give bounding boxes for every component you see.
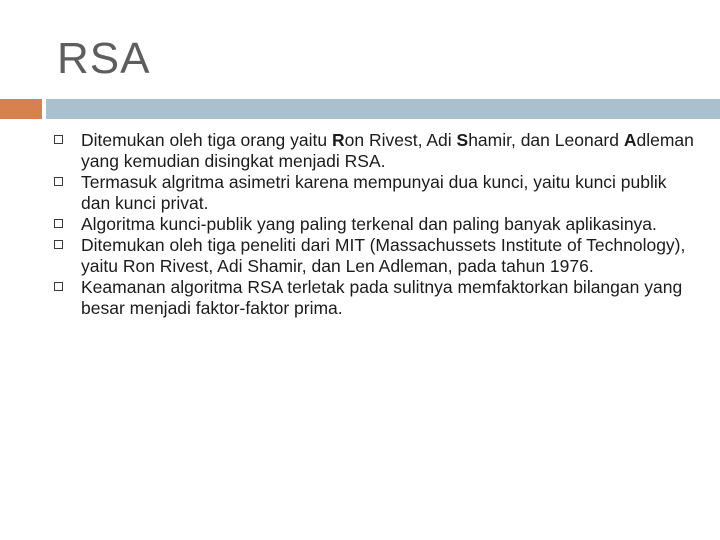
bullet-text: Algoritma kunci-publik yang paling terkenal dan paling banyak aplikasinya.: [81, 214, 657, 234]
bullet-item-4: [54, 235, 694, 277]
slide-title: RSA: [57, 34, 151, 83]
bullet-text-bold: R: [331, 130, 345, 150]
bullet-text-bold: S: [456, 130, 469, 150]
hollow-square-icon: [54, 240, 63, 249]
bullet-text-part: Ditemukan oleh tiga orang yaitu: [81, 130, 332, 150]
hollow-square-icon: [54, 177, 63, 186]
bullet-item-2: [54, 172, 694, 214]
bullet-text-part: on Rivest, Adi: [344, 130, 457, 150]
title-band: [46, 99, 720, 119]
bullet-item-1: [54, 130, 694, 172]
bullet-text-part: dleman yang kemudian disingkat menjadi RSA.: [81, 130, 694, 171]
bullet-item-5: [54, 277, 694, 319]
bullet-text: Ditemukan oleh tiga peneliti dari MIT (Massachussets Institute of Technology), yaitu Ron Rivest, Adi Shamir, dan Len Adleman, pada tahun 1976.: [81, 235, 686, 276]
bullet-text-bold: A: [623, 130, 637, 150]
bullet-item-3: [54, 214, 694, 235]
hollow-square-icon: [54, 135, 63, 144]
bullet-text-part: hamir, dan Leonard: [468, 130, 624, 150]
bullet-list: [54, 130, 694, 319]
bullet-text: Termasuk algritma asimetri karena mempunyai dua kunci, yaitu kunci publik dan kunci privat.: [81, 172, 667, 213]
hollow-square-icon: [54, 219, 63, 228]
bullet-text: Keamanan algoritma RSA terletak pada sulitnya memfaktorkan bilangan yang besar menjadi faktor-faktor prima.: [81, 277, 683, 318]
bullet-text: [81, 130, 694, 172]
hollow-square-icon: [54, 282, 63, 291]
accent-bar: [0, 99, 42, 119]
